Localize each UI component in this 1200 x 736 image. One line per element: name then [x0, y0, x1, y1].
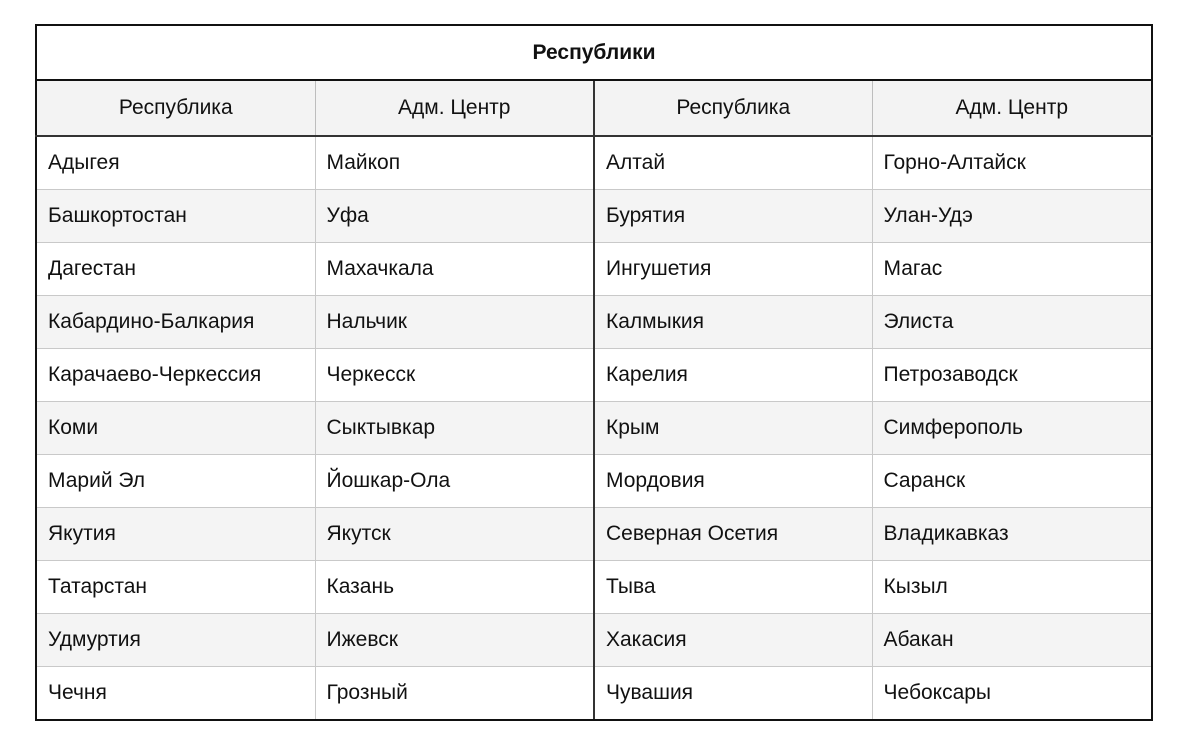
table-cell: Якутск — [315, 508, 594, 561]
table-cell: Кызыл — [872, 561, 1152, 614]
table-cell: Карачаево-Черкессия — [36, 349, 315, 402]
table-cell: Горно-Алтайск — [872, 136, 1152, 190]
table-cell: Калмыкия — [594, 296, 872, 349]
column-header-center-left: Адм. Центр — [315, 80, 594, 136]
table-cell: Кабардино-Балкария — [36, 296, 315, 349]
table-row — [36, 349, 1152, 402]
table-cell: Крым — [594, 402, 872, 455]
table-row — [36, 243, 1152, 296]
table-cell: Элиста — [872, 296, 1152, 349]
table-cell: Улан-Удэ — [872, 190, 1152, 243]
table-cell: Грозный — [315, 667, 594, 721]
table-row — [36, 667, 1152, 721]
table-caption-row — [36, 25, 1152, 80]
table-cell: Адыгея — [36, 136, 315, 190]
column-header-republic-right: Республика — [594, 80, 872, 136]
table-cell: Северная Осетия — [594, 508, 872, 561]
column-header-center-right: Адм. Центр — [872, 80, 1152, 136]
table-row — [36, 136, 1152, 190]
table-caption: Республики — [36, 25, 1152, 80]
table-cell: Саранск — [872, 455, 1152, 508]
table-cell: Удмуртия — [36, 614, 315, 667]
republics-table — [35, 24, 1153, 721]
table-cell: Мордовия — [594, 455, 872, 508]
table-cell: Бурятия — [594, 190, 872, 243]
table-cell: Тыва — [594, 561, 872, 614]
table-cell: Майкоп — [315, 136, 594, 190]
table-row — [36, 614, 1152, 667]
table-cell: Симферополь — [872, 402, 1152, 455]
table-cell: Магас — [872, 243, 1152, 296]
table-cell: Чувашия — [594, 667, 872, 721]
table-cell: Алтай — [594, 136, 872, 190]
table-cell: Башкортостан — [36, 190, 315, 243]
table-cell: Владикавказ — [872, 508, 1152, 561]
table-cell: Карелия — [594, 349, 872, 402]
table-cell: Нальчик — [315, 296, 594, 349]
table-cell: Хакасия — [594, 614, 872, 667]
table-row — [36, 455, 1152, 508]
table-cell: Якутия — [36, 508, 315, 561]
republics-table-container — [35, 24, 1151, 721]
table-cell: Коми — [36, 402, 315, 455]
table-cell: Петрозаводск — [872, 349, 1152, 402]
table-cell: Чебоксары — [872, 667, 1152, 721]
table-cell: Абакан — [872, 614, 1152, 667]
table-cell: Дагестан — [36, 243, 315, 296]
table-cell: Чечня — [36, 667, 315, 721]
table-cell: Махачкала — [315, 243, 594, 296]
table-cell: Татарстан — [36, 561, 315, 614]
table-cell: Казань — [315, 561, 594, 614]
table-header-row — [36, 80, 1152, 136]
table-row — [36, 508, 1152, 561]
table-cell: Марий Эл — [36, 455, 315, 508]
table-row — [36, 561, 1152, 614]
table-row — [36, 296, 1152, 349]
table-row — [36, 190, 1152, 243]
column-header-republic-left: Республика — [36, 80, 315, 136]
table-cell: Уфа — [315, 190, 594, 243]
table-row — [36, 402, 1152, 455]
table-cell: Черкесск — [315, 349, 594, 402]
table-cell: Ижевск — [315, 614, 594, 667]
table-cell: Сыктывкар — [315, 402, 594, 455]
table-cell: Йошкар-Ола — [315, 455, 594, 508]
table-cell: Ингушетия — [594, 243, 872, 296]
